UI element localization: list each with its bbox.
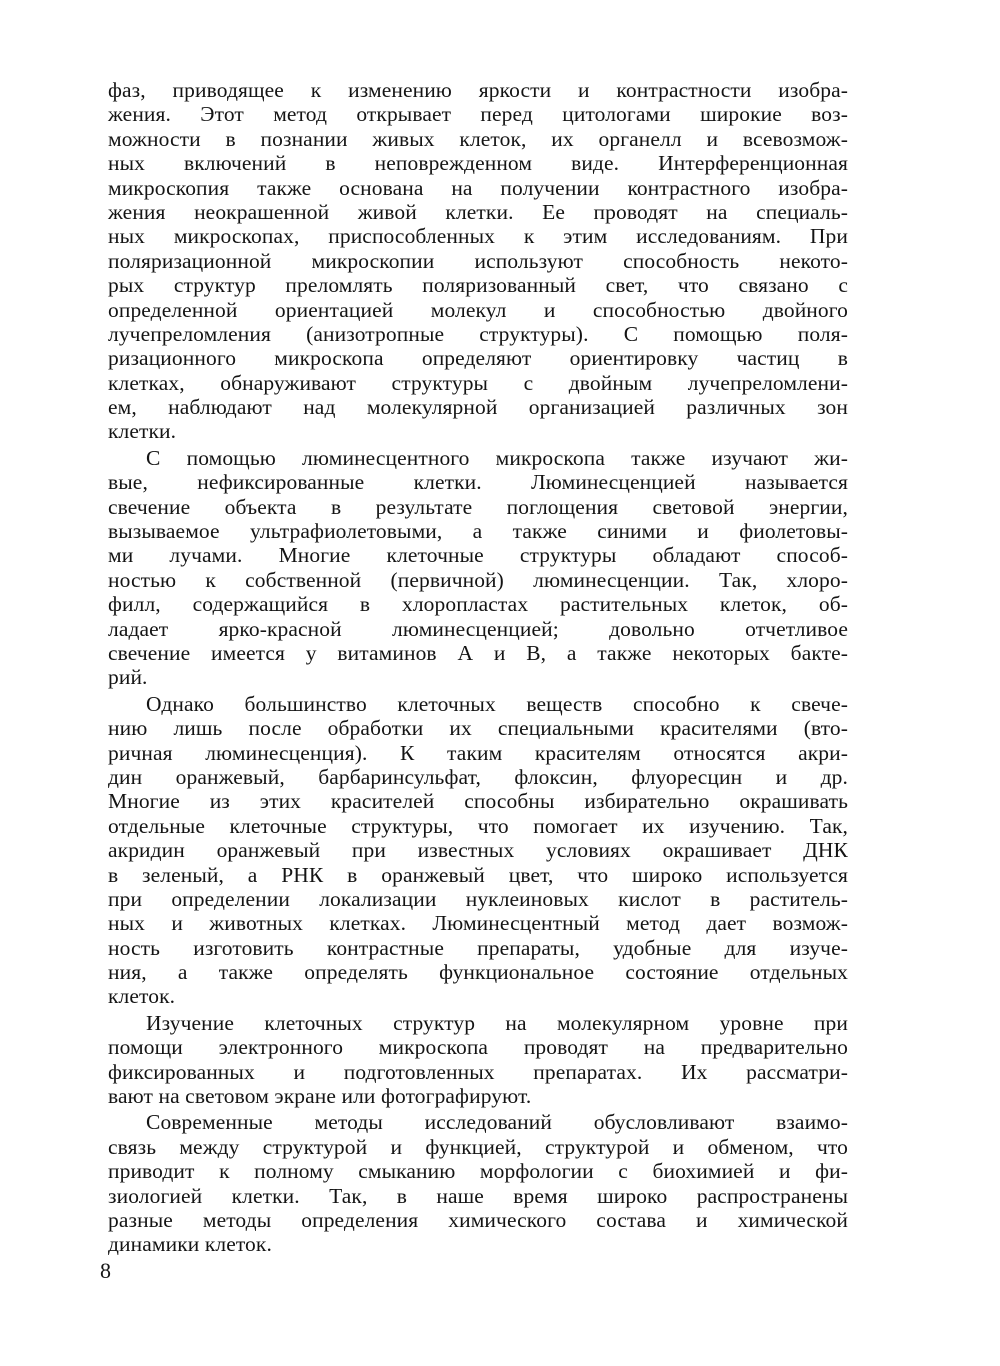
text-line: ность изготовить контрастные препараты, удобные для изуче-: [108, 935, 848, 960]
text-line: отдельные клеточные структуры, что помогает их изучению. Так,: [108, 813, 848, 838]
paragraph: [108, 692, 848, 1009]
text-line: жения. Этот метод открывает перед цитологами широкие воз-: [108, 102, 848, 127]
text-line: ладает ярко-красной люминесценцией; довольно отчетливое: [108, 616, 848, 641]
text-line: лучепреломления (анизотропные структуры). С помощью поля-: [108, 321, 848, 346]
text-line: вые, нефиксированные клетки. Люминесценцией называется: [108, 470, 848, 495]
text-line: ем, наблюдают над молекулярной организацией различных зон: [108, 395, 848, 420]
text-line: поляризационной микроскопии используют способность некото-: [108, 248, 848, 273]
page-number: 8: [100, 1258, 111, 1283]
text-line: можности в познании живых клеток, их органелл и всевозмож-: [108, 126, 848, 151]
text-line: рых структур преломлять поляризованный свет, что связано с: [108, 273, 848, 298]
text-line: клетках, обнаруживают структуры с двойным лучепреломлени-: [108, 370, 848, 395]
text-line: дин оранжевый, барбаринсульфат, флоксин, флуоресцин и др.: [108, 764, 848, 789]
text-line: рий.: [108, 665, 148, 690]
text-line: свечение имеется у витаминов А и В, а также некоторых бакте-: [108, 640, 848, 665]
text-line: в зеленый, а РНК в оранжевый цвет, что широко используется: [108, 862, 848, 887]
text-line: разные методы определения химического состава и химической: [108, 1207, 848, 1232]
text-line: ных включений в неповрежденном виде. Интерференционная: [108, 151, 848, 176]
text-line: жения неокрашенной живой клетки. Ее проводят на специаль-: [108, 199, 848, 224]
text-line: связь между структурой и функцией, структурой и обменом, что: [108, 1134, 848, 1159]
text-line: Современные методы исследований обусловливают взаимо-: [146, 1110, 848, 1135]
text-line: динамики клеток.: [108, 1232, 272, 1257]
text-line: при определении локализации нуклеиновых кислот в раститель-: [108, 886, 848, 911]
text-line: фиксированных и подготовленных препаратах. Их рассматри-: [108, 1059, 848, 1084]
text-line: ния, а также определять функциональное состояние отдельных: [108, 960, 848, 985]
text-line: ричная люминесценция). К таким красителям относятся акри-: [108, 740, 848, 765]
text-line: фаз, приводящее к изменению яркости и контрастности изобра-: [108, 78, 848, 102]
text-line: определенной ориентацией молекул и способностью двойного: [108, 297, 848, 322]
text-line: вают на световом экране или фотографируют.: [108, 1084, 532, 1109]
paragraph: [108, 1110, 848, 1256]
text-line: нию лишь после обработки их специальными красителями (вто-: [108, 716, 848, 741]
text-line: клеток.: [108, 984, 176, 1009]
text-line: приводит к полному смыканию морфологии с биохимией и фи-: [108, 1159, 848, 1184]
text-line: акридин оранжевый при известных условиях окрашивает ДНК: [108, 838, 848, 863]
text-line: Однако большинство клеточных веществ способно к свече-: [146, 691, 848, 716]
text-line: ностью к собственной (первичной) люминесценции. Так, хлоро-: [108, 567, 848, 592]
text-line: микроскопия также основана на получении контрастного изобра-: [108, 175, 848, 200]
text-line: свечение объекта в результате поглощения световой энергии,: [108, 494, 848, 519]
text-line: филл, содержащийся в хлоропластах растительных клеток, об-: [108, 592, 848, 617]
text-line: вызываемое ультрафиолетовыми, а также синими и фиолетовы-: [108, 519, 848, 544]
text-line: С помощью люминесцентного микроскопа также изучают жи-: [146, 445, 848, 470]
text-line: Многие из этих красителей способны избирательно окрашивать: [108, 789, 848, 814]
paragraph: [108, 78, 848, 444]
text-line: ных микроскопах, приспособленных к этим исследованиям. При: [108, 224, 848, 249]
text-line: ризационного микроскопа определяют ориентировку частиц в: [108, 346, 848, 371]
text-line: ми лучами. Многие клеточные структуры обладают способ-: [108, 543, 848, 568]
text-line: зиологией клетки. Так, в наше время широко распространены: [108, 1183, 848, 1208]
page-body: [108, 78, 848, 1257]
text-line: ных и животных клетках. Люминесцентный метод дает возмож-: [108, 911, 848, 936]
text-line: помощи электронного микроскопа проводят на предварительно: [108, 1035, 848, 1060]
paragraph: [108, 446, 848, 690]
text-line: клетки.: [108, 419, 177, 444]
paragraph: [108, 1011, 848, 1109]
text-line: Изучение клеточных структур на молекулярном уровне при: [146, 1010, 848, 1035]
